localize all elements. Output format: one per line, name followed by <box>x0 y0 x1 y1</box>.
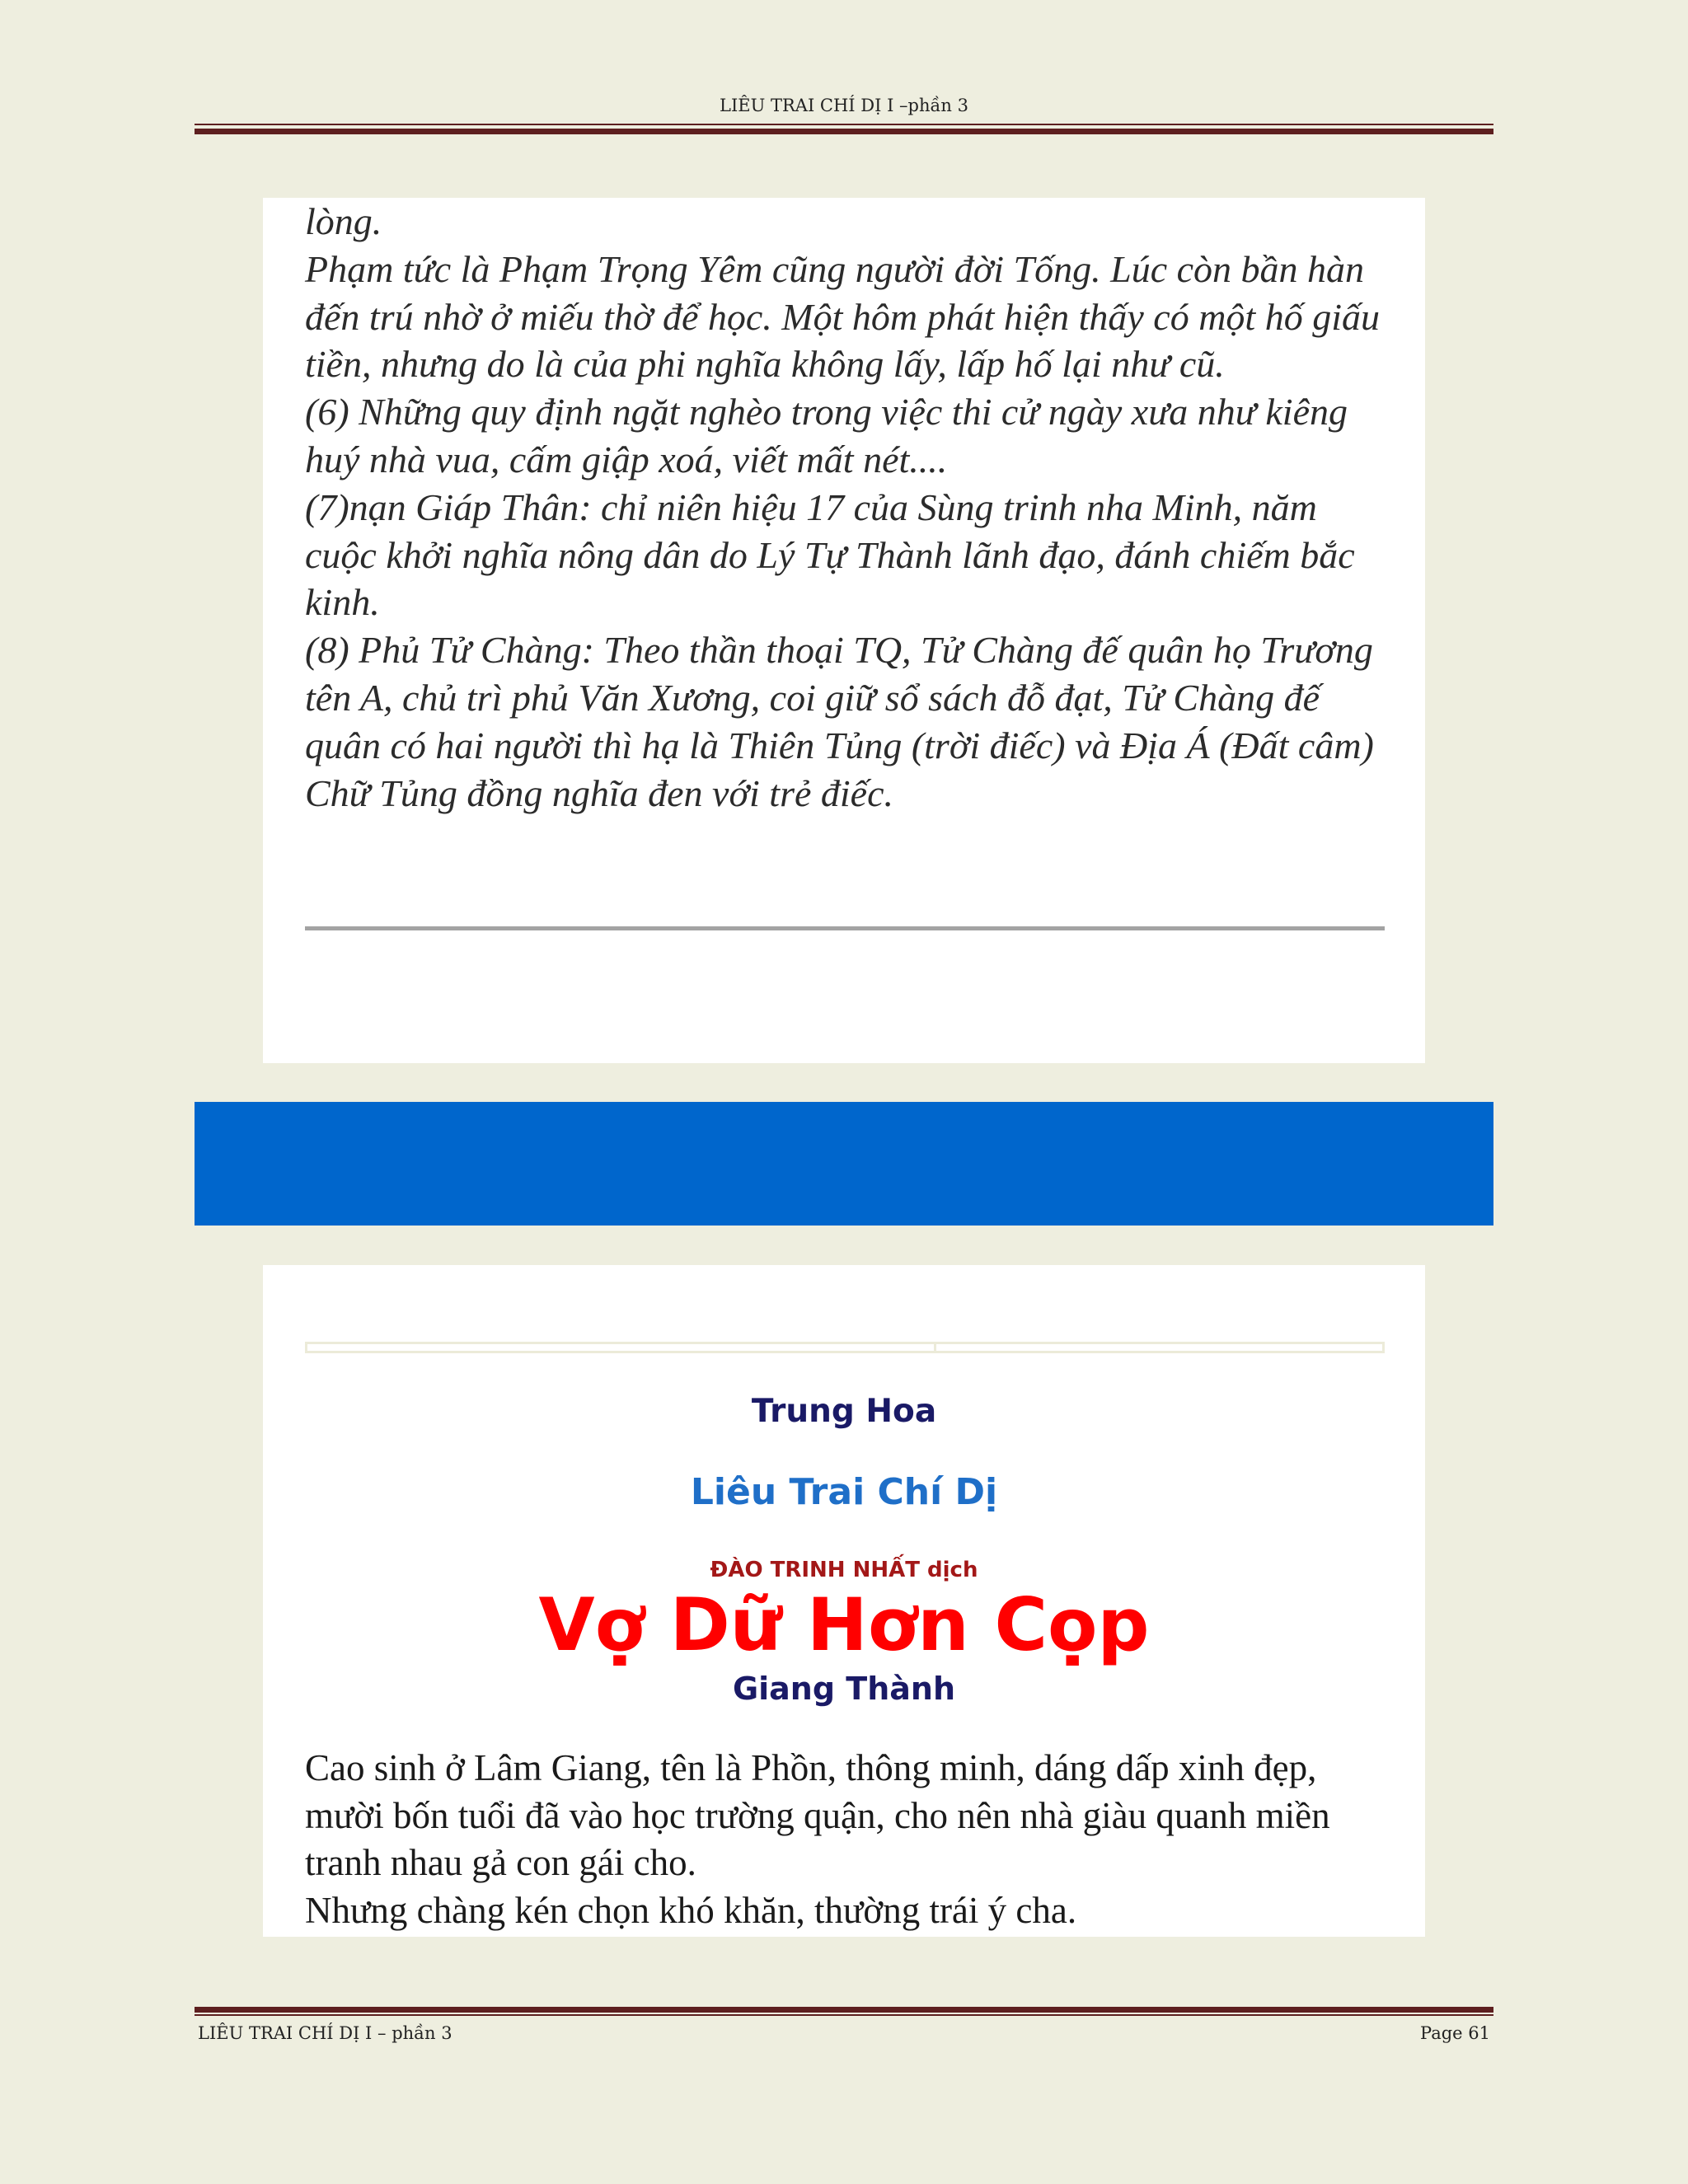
note-paragraph: Phạm tức là Phạm Trọng Yêm cũng người đời Tống. Lúc còn bần hàn đến trú nhờ ở miếu thờ để học. Một hôm phát hiện thấy có một hố giấu tiền, nhưng do là của phi nghĩa không lấy, lấp hố lại như cũ. <box>305 247 1380 386</box>
translator-credit: ĐÀO TRINH NHẤT dịch <box>710 1558 978 1582</box>
footer-rule-thick <box>195 2007 1493 2013</box>
story-top-divider <box>305 1342 1385 1353</box>
book-title: Liêu Trai Chí Dị <box>690 1471 998 1513</box>
footer-rule-thin <box>195 2014 1493 2016</box>
story-place: Giang Thành <box>732 1671 956 1707</box>
running-header: LIÊU TRAI CHÍ DỊ I –phần 3 <box>720 96 968 115</box>
note-paragraph: (7)nạn Giáp Thân: chỉ niên hiệu 17 của Sùng trinh nha Minh, năm cuộc khởi nghĩa nông dân do Lý Tự Thành lãnh đạo, đánh chiếm bắc kinh. <box>305 485 1355 624</box>
notes-divider <box>305 926 1385 930</box>
note-paragraph: (6) Những quy định ngặt nghèo trong việc thi cử ngày xưa như kiêng huý nhà vua, cấm giập xoá, viết mất nét.... <box>305 391 1348 480</box>
footnotes <box>305 198 1393 817</box>
story-region: Trung Hoa <box>751 1393 937 1430</box>
story-title: Vợ Dữ Hơn Cọp <box>538 1582 1150 1667</box>
story-paragraph: Cao sinh ở Lâm Giang, tên là Phồn, thông minh, dáng dấp xinh đẹp, mười bốn tuổi đã vào học trường quận, cho nên nhà giàu quanh miền tranh nhau gả con gái cho. <box>305 1747 1330 1883</box>
story-panel <box>263 1265 1425 1937</box>
story-paragraph: Nhưng chàng kén chọn khó khăn, thường trái ý cha. <box>305 1889 1077 1931</box>
blue-band <box>195 1102 1493 1226</box>
note-paragraph: lòng. <box>305 200 382 242</box>
running-footer: LIÊU TRAI CHÍ DỊ I – phần 3 <box>198 2023 452 2043</box>
note-paragraph: (8) Phủ Tử Chàng: Theo thần thoại TQ, Tử Chàng đế quân họ Trương tên A, chủ trì phủ Văn Xương, coi giữ sổ sách đỗ đạt, Tử Chàng đế quân có hai người thì hạ là Thiên Tủng (trời điếc) và Địa Á (Đất câm) Chữ Tủng đồng nghĩa đen với trẻ điếc. <box>305 629 1374 814</box>
page-number: Page 61 <box>1420 2023 1490 2043</box>
notes-panel <box>263 198 1425 1063</box>
story-body <box>305 1745 1393 1934</box>
header-rule-thin <box>195 124 1493 125</box>
header-rule-thick <box>195 129 1493 134</box>
